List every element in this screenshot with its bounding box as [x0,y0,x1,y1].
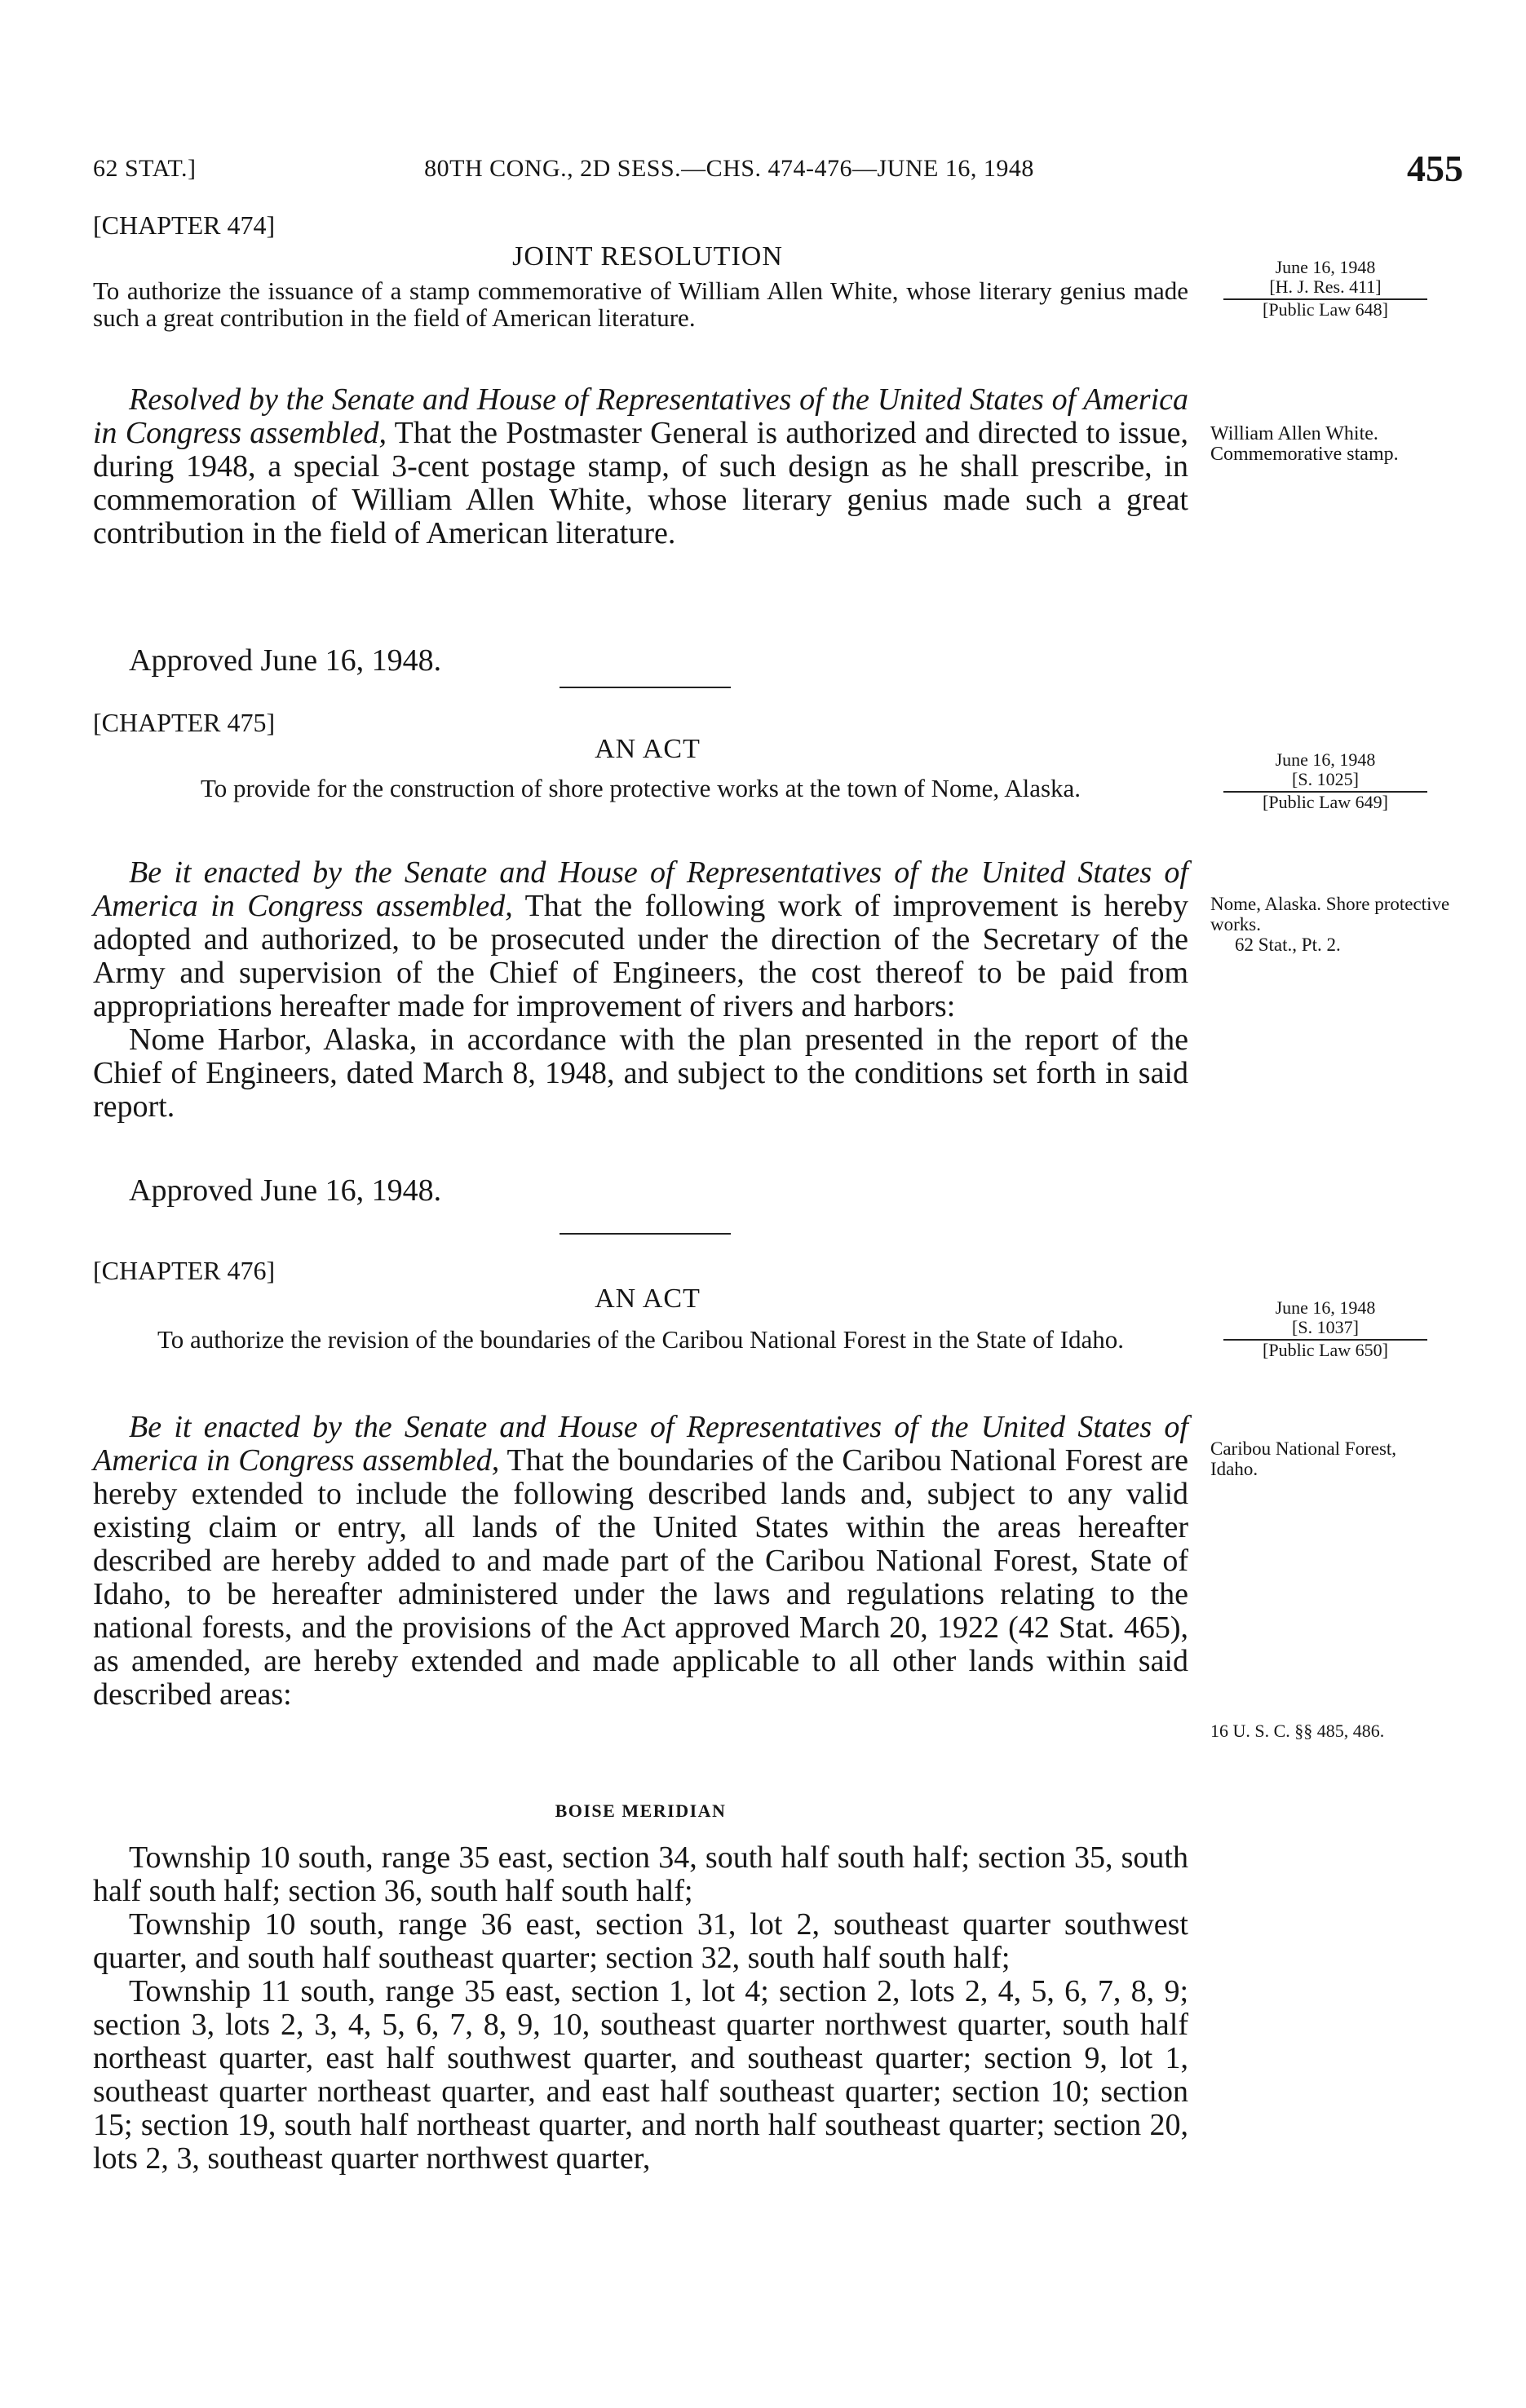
chapter-475-type: AN ACT [595,734,701,764]
enacting-clause: Resolved by the Senate and House of Representatives of the United States of America in Congress assembled, [93,382,1188,450]
margin-bill-ref: [H. J. Res. 411] [1223,277,1427,300]
chapter-474-margin-citation [1223,258,1427,320]
chapter-475-side-note [1210,894,1455,955]
margin-bill-ref: [S. 1037] [1223,1318,1427,1341]
section-divider [560,687,731,688]
enacting-clause: Be it enacted by the Senate and House of Representatives of the United States of America in Congress assembled, [93,1410,1188,1478]
margin-date: June 16, 1948 [1275,749,1376,770]
chapter-476-margin-citation [1223,1298,1427,1360]
act-text: That the boundaries of the Caribou National Forest are hereby extended to include the following described lands and, subject to any valid existing claim or entry, all lands of the United States within the areas hereafter described are hereby added to and made part of the Caribou National Forest, State of Idaho, to be hereafter administered under the laws and regulations relating to the national forests, and the provisions of the Act approved March 20, 1922 (42 Stat. 465), as amended, are hereby extended and made applicable to all other lands within said described areas: [93,1443,1188,1712]
margin-bill-ref: [S. 1025] [1223,770,1427,793]
side-note-reference: 62 Stat., Pt. 2. [1235,934,1341,955]
chapter-475-body [93,856,1188,1124]
chapter-476-type: AN ACT [595,1284,701,1314]
chapter-476-title: To authorize the revision of the boundaries of the Caribou National Forest in the State of Idaho. [157,1325,1124,1354]
chapter-475-approved: Approved June 16, 1948. [129,1173,442,1208]
chapter-476-label: [CHAPTER 476] [93,1256,276,1285]
margin-date: June 16, 1948 [1275,1297,1376,1318]
chapter-474-body [93,383,1188,550]
chapter-474-title: To authorize the issuance of a stamp commemorative of William Allen White, whose literary genius made such a great contribution in the field of American literature. [93,276,1188,332]
chapter-475-margin-citation [1223,750,1427,812]
chapter-476-side-note: Caribou National Forest, Idaho. [1210,1438,1397,1479]
act-text-2: Nome Harbor, Alaska, in accordance with the plan presented in the report of the Chief of Engineers, dated March 8, 1948, and subject to the conditions set forth in said report. [93,1023,1188,1124]
resolution-text: That the Postmaster General is authorized and directed to issue, during 1948, a special 3-cent postage stamp, of such design as he shall prescribe, in commemoration of William Allen White, whose literary genius made such a great contribution in the field of American literature. [93,416,1188,550]
page-number: 455 [1407,148,1463,189]
chapter-474-label: [CHAPTER 474] [93,210,276,240]
session-chapters: 80TH CONG., 2D SESS.—CHS. 474-476—JUNE 16, 1948 [424,155,1034,182]
statute-volume: 62 STAT.] [93,155,197,182]
chapter-474-side-note: William Allen White. Commemorative stamp. [1210,423,1399,465]
margin-public-law: [Public Law 648] [1263,299,1388,320]
boise-meridian-heading: BOISE MERIDIAN [555,1800,727,1821]
side-note-subject: Nome, Alaska. Shore protective works. [1210,894,1450,934]
township-item: Township 11 south, range 35 east, section 1, lot 4; section 2, lots 2, 4, 5, 6, 7, 8, 9; section 3, lots 2, 3, 4, 5, 6, 7, 8, 9, 10, southeast quarter northwest quarter, south half northeast quarter, east half southwest quarter, and southeast quarter; section 9, lot 1, southeast quarter northeast quarter, and east half southeast quarter; section 10; section 15; section 19, south half northeast quarter, and north half southeast quarter; section 20, lots 2, 3, southeast quarter northwest quarter, [93,1974,1188,2176]
township-list [93,1841,1188,2176]
margin-public-law: [Public Law 650] [1263,1340,1388,1360]
margin-date: June 16, 1948 [1275,257,1376,277]
running-head [93,147,1463,196]
chapter-475-title: To provide for the construction of shore protective works at the town of Nome, Alaska. [200,774,1081,802]
act-text-1: That the following work of improvement is hereby adopted and authorized, to be prosecuted under the direction of the Secretary of the Army and supervision of the Chief of Engineers, the cost thereof to be paid from appropriations hereafter made for improvement of rivers and harbors: [93,889,1188,1023]
township-item: Township 10 south, range 36 east, section 31, lot 2, southeast quarter southwest quarter, and south half southeast quarter; section 32, south half south half; [93,1907,1188,1975]
chapter-476-body [93,1411,1188,1712]
enacting-clause: Be it enacted by the Senate and House of Representatives of the United States of America in Congress assembled, [93,855,1188,923]
chapter-476-usc-note: 16 U. S. C. §§ 485, 486. [1210,1721,1385,1741]
township-item: Township 10 south, range 35 east, section 34, south half south half; section 35, south half south half; section 36, south half south half; [93,1840,1188,1908]
margin-public-law: [Public Law 649] [1263,792,1388,812]
chapter-475-label: [CHAPTER 475] [93,708,276,737]
chapter-474-approved: Approved June 16, 1948. [129,643,442,678]
chapter-474-type: JOINT RESOLUTION [512,241,783,272]
section-divider [560,1233,731,1235]
